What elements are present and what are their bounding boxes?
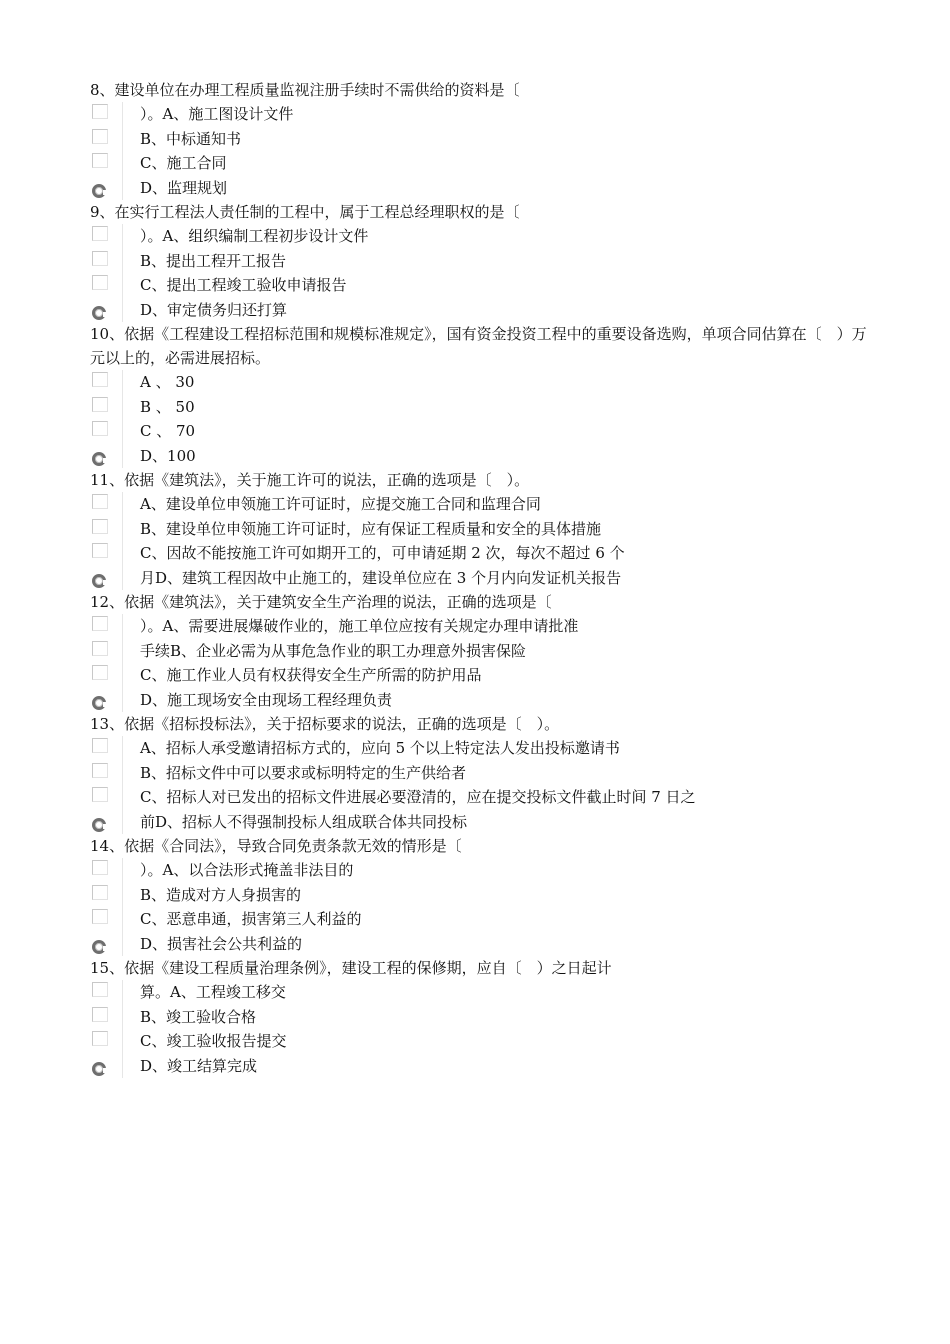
question-stem: 8、建设单位在办理工程质量监视注册手续时不需供给的资料是〔 bbox=[90, 81, 520, 99]
option-text: D、审定债务归还打算 bbox=[140, 300, 288, 319]
option-row bbox=[90, 151, 870, 176]
option-text: 前D、招标人不得强制投标人组成联合体共同投标 bbox=[140, 812, 468, 831]
question-stem: 15、依据《建设工程质量治理条例》，建设工程的保修期，应自〔 ）之日起计 bbox=[90, 959, 612, 977]
option-row bbox=[90, 761, 870, 786]
question-list bbox=[90, 78, 870, 1078]
checkbox[interactable] bbox=[92, 372, 108, 387]
option-text: C、提出工程竣工验收申请报告 bbox=[140, 276, 347, 294]
question-9 bbox=[90, 200, 870, 322]
option-text: D、100 bbox=[140, 446, 196, 465]
option-text: C 、 70 bbox=[140, 422, 196, 440]
option-row bbox=[90, 102, 870, 127]
option-row bbox=[90, 736, 870, 761]
option-row bbox=[90, 273, 870, 298]
checkbox[interactable] bbox=[92, 275, 108, 290]
checkbox[interactable] bbox=[92, 397, 108, 412]
checkbox[interactable] bbox=[92, 1007, 108, 1022]
question-11 bbox=[90, 468, 870, 590]
option-row bbox=[90, 224, 870, 249]
option-text: C、招标人对已发出的招标文件进展必要澄清的，应在提交投标文件截止时间 7 日之 bbox=[140, 788, 696, 806]
option-text: A、建设单位申领施工许可证时，应提交施工合同和监理合同 bbox=[140, 495, 541, 513]
question-stem: 9、在实行工程法人责任制的工程中，属于工程总经理职权的是〔 bbox=[90, 203, 520, 221]
radio-button[interactable] bbox=[92, 818, 106, 832]
option-text: D、施工现场安全由现场工程经理负责 bbox=[140, 690, 393, 709]
option-text: B、中标通知书 bbox=[140, 129, 242, 148]
checkbox[interactable] bbox=[92, 494, 108, 509]
radio-button[interactable] bbox=[92, 306, 106, 320]
option-row bbox=[90, 614, 870, 639]
question-stem: 13、依据《招标投标法》，关于招标要求的说法，正确的选项是〔 ）。 bbox=[90, 715, 560, 733]
option-row bbox=[90, 883, 870, 908]
option-row bbox=[90, 517, 870, 542]
option-text: D、损害社会公共利益的 bbox=[140, 934, 303, 953]
option-row bbox=[90, 1029, 870, 1054]
option-text: D、竣工结算完成 bbox=[140, 1056, 258, 1075]
checkbox[interactable] bbox=[92, 543, 108, 558]
checkbox[interactable] bbox=[92, 616, 108, 631]
question-12 bbox=[90, 590, 870, 712]
checkbox[interactable] bbox=[92, 129, 108, 144]
option-row bbox=[90, 785, 870, 810]
option-row bbox=[90, 1005, 870, 1030]
checkbox[interactable] bbox=[92, 909, 108, 924]
option-row bbox=[90, 932, 870, 957]
option-text: C、施工作业人员有权获得安全生产所需的防护用品 bbox=[140, 666, 482, 684]
option-text: C、竣工验收报告提交 bbox=[140, 1032, 287, 1050]
option-row bbox=[90, 566, 870, 591]
option-row bbox=[90, 1054, 870, 1079]
option-text: C、恶意串通，损害第三人利益的 bbox=[140, 910, 362, 928]
option-row bbox=[90, 298, 870, 323]
option-text: B 、 50 bbox=[140, 397, 195, 416]
option-row bbox=[90, 395, 870, 420]
checkbox[interactable] bbox=[92, 641, 108, 656]
checkbox[interactable] bbox=[92, 665, 108, 680]
question-stem: 12、依据《建筑法》，关于建筑安全生产治理的说法，正确的选项是〔 bbox=[90, 593, 552, 611]
question-stem: 10、依据《工程建设工程招标范围和规模标准规定》，国有资金投资工程中的重要设备选购，单项合同估算在〔 ）万元以上的，必需进展招标。 bbox=[90, 325, 867, 367]
checkbox[interactable] bbox=[92, 519, 108, 534]
checkbox[interactable] bbox=[92, 104, 108, 119]
option-text: ）。A、组织编制工程初步设计文件 bbox=[140, 227, 369, 245]
option-row bbox=[90, 249, 870, 274]
option-row bbox=[90, 541, 870, 566]
option-text: B、竣工验收合格 bbox=[140, 1007, 257, 1026]
radio-button[interactable] bbox=[92, 452, 106, 466]
checkbox[interactable] bbox=[92, 738, 108, 753]
question-10 bbox=[90, 322, 870, 468]
checkbox[interactable] bbox=[92, 885, 108, 900]
checkbox[interactable] bbox=[92, 226, 108, 241]
option-text: ）。A、需要进展爆破作业的，施工单位应按有关规定办理申请批准 bbox=[140, 617, 579, 635]
option-text: A、招标人承受邀请招标方式的，应向 5 个以上特定法人发出投标邀请书 bbox=[140, 739, 620, 757]
option-row bbox=[90, 127, 870, 152]
option-text: 月D、建筑工程因故中止施工的，建设单位应在 3 个月内向发证机关报告 bbox=[140, 568, 622, 587]
option-text: C、施工合同 bbox=[140, 154, 227, 172]
question-15 bbox=[90, 956, 870, 1078]
option-text: D、监理规划 bbox=[140, 178, 228, 197]
option-text: B、建设单位申领施工许可证时，应有保证工程质量和安全的具体措施 bbox=[140, 519, 602, 538]
option-text: B、招标文件中可以要求或标明特定的生产供给者 bbox=[140, 763, 467, 782]
radio-button[interactable] bbox=[92, 184, 106, 198]
option-row bbox=[90, 419, 870, 444]
option-row bbox=[90, 176, 870, 201]
radio-button[interactable] bbox=[92, 574, 106, 588]
option-text: ）。A、以合法形式掩盖非法目的 bbox=[140, 861, 354, 879]
option-row bbox=[90, 980, 870, 1005]
checkbox[interactable] bbox=[92, 982, 108, 997]
checkbox[interactable] bbox=[92, 153, 108, 168]
option-text: ）。A、施工图设计文件 bbox=[140, 105, 294, 123]
option-text: C、因故不能按施工许可如期开工的，可申请延期 2 次，每次不超过 6 个 bbox=[140, 544, 625, 562]
question-8 bbox=[90, 78, 870, 200]
option-row bbox=[90, 858, 870, 883]
question-stem: 14、依据《合同法》，导致合同免责条款无效的情形是〔 bbox=[90, 837, 462, 855]
radio-button[interactable] bbox=[92, 1062, 106, 1076]
radio-button[interactable] bbox=[92, 940, 106, 954]
question-stem: 11、依据《建筑法》，关于施工许可的说法，正确的选项是〔 ）。 bbox=[90, 471, 530, 489]
option-text: 手续B、企业必需为从事危急作业的职工办理意外损害保险 bbox=[140, 641, 527, 660]
option-row bbox=[90, 639, 870, 664]
checkbox[interactable] bbox=[92, 421, 108, 436]
question-14 bbox=[90, 834, 870, 956]
option-row bbox=[90, 907, 870, 932]
option-row bbox=[90, 663, 870, 688]
checkbox[interactable] bbox=[92, 860, 108, 875]
checkbox[interactable] bbox=[92, 763, 108, 778]
option-text: B、造成对方人身损害的 bbox=[140, 885, 302, 904]
checkbox[interactable] bbox=[92, 787, 108, 802]
checkbox[interactable] bbox=[92, 251, 108, 266]
option-text: B、提出工程开工报告 bbox=[140, 251, 287, 270]
option-row bbox=[90, 370, 870, 395]
option-row bbox=[90, 444, 870, 469]
option-text: 算。A、工程竣工移交 bbox=[140, 983, 286, 1001]
checkbox[interactable] bbox=[92, 1031, 108, 1046]
option-text: A 、 30 bbox=[140, 373, 195, 391]
radio-button[interactable] bbox=[92, 696, 106, 710]
question-13 bbox=[90, 712, 870, 834]
option-row bbox=[90, 688, 870, 713]
option-row bbox=[90, 810, 870, 835]
option-row bbox=[90, 492, 870, 517]
